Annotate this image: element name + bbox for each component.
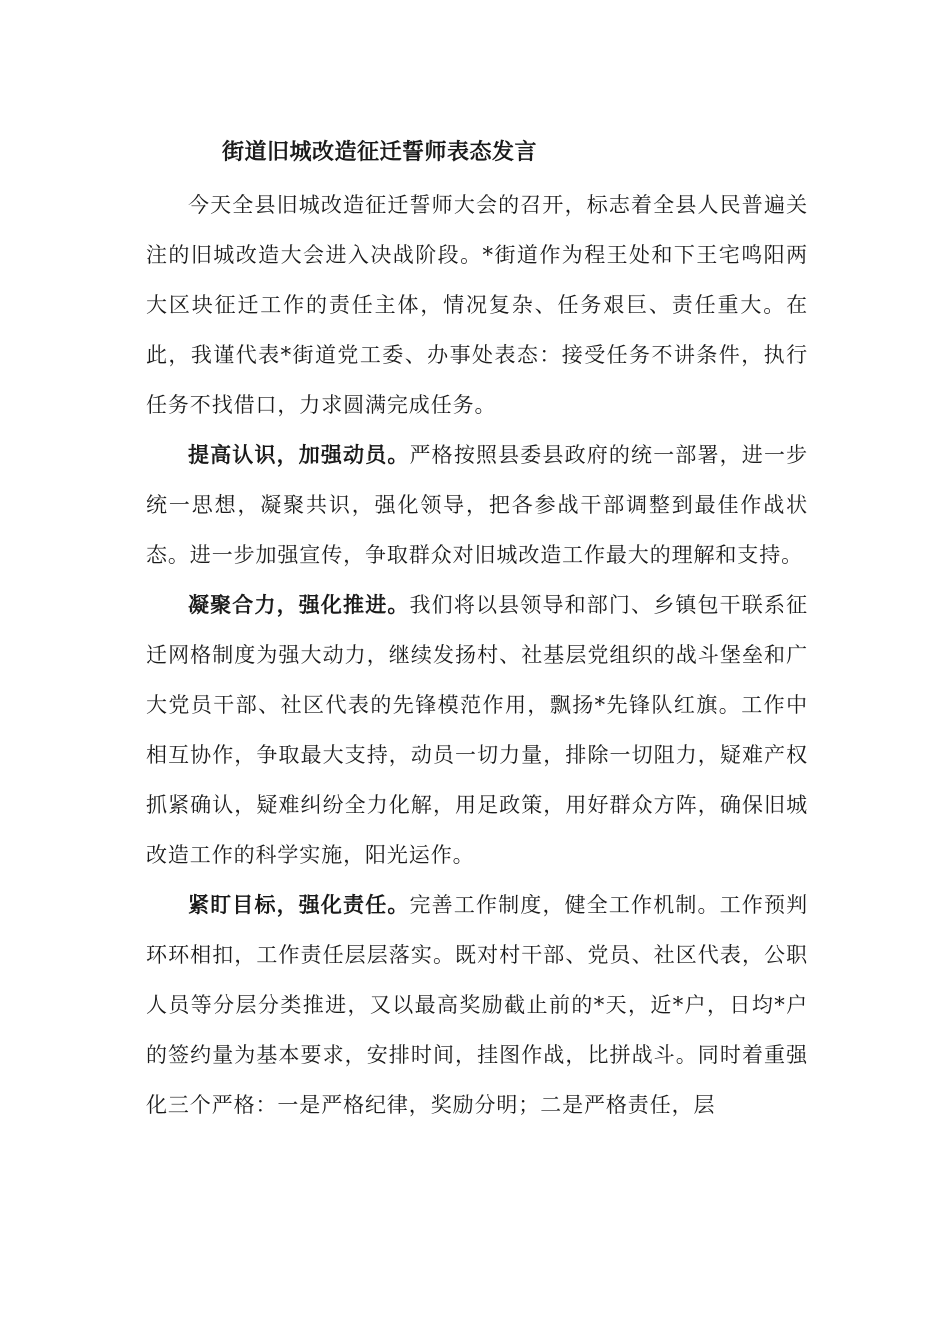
paragraph-3-text: 我们将以县领导和部门、乡镇包干联系征迁网格制度为强大动力，继续发扬村、社基层党组织的战斗堡垒和广大党员干部、社区代表的先锋模范作用，飘扬*先锋队红旗。工作中相互协作，争取最大支持，动员一切力量，排除一切阻力，疑难产权抓紧确认，疑难纠纷全力化解，用足政策，用好群众方阵，确保旧城改造工作的科学实施，阳光运作。 <box>146 593 809 867</box>
paragraph-4 <box>146 880 808 1130</box>
document-title: 街道旧城改造征迁誓师表态发言 <box>222 139 538 165</box>
paragraph-1-text: 今天全县旧城改造征迁誓师大会的召开，标志着全县人民普遍关注的旧城改造大会进入决战阶段。*街道作为程王处和下王宅鸣阳两大区块征迁工作的责任主体，情况复杂、任务艰巨、责任重大。在此，我谨代表*街道党工委、办事处表态：接受任务不讲条件，执行任务不找借口，力求圆满完成任务。 <box>146 193 808 417</box>
paragraph-2-text: 严格按照县委县政府的统一部署，进一步统一思想，凝聚共识，强化领导，把各参战干部调整到最佳作战状态。进一步加强宣传，争取群众对旧城改造工作最大的理解和支持。 <box>146 443 809 567</box>
paragraph-4-heading: 紧盯目标，强化责任。 <box>188 892 410 917</box>
paragraph-3-heading: 凝聚合力，强化推进。 <box>188 592 410 617</box>
paragraph-1 <box>146 180 808 430</box>
paragraph-2 <box>146 430 808 580</box>
paragraph-4-text: 完善工作制度，健全工作机制。工作预判环环相扣，工作责任层层落实。既对村干部、党员、社区代表，公职人员等分层分类推进，又以最高奖励截止前的*天，近*户，日均*户的签约量为基本要求，安排时间，挂图作战，比拼战斗。同时着重强化三个严格：一是严格纪律，奖励分明；二是严格责任，层 <box>146 893 809 1117</box>
paragraph-2-heading: 提高认识，加强动员。 <box>188 442 410 467</box>
paragraph-3 <box>146 580 808 880</box>
document-body <box>146 180 808 1130</box>
